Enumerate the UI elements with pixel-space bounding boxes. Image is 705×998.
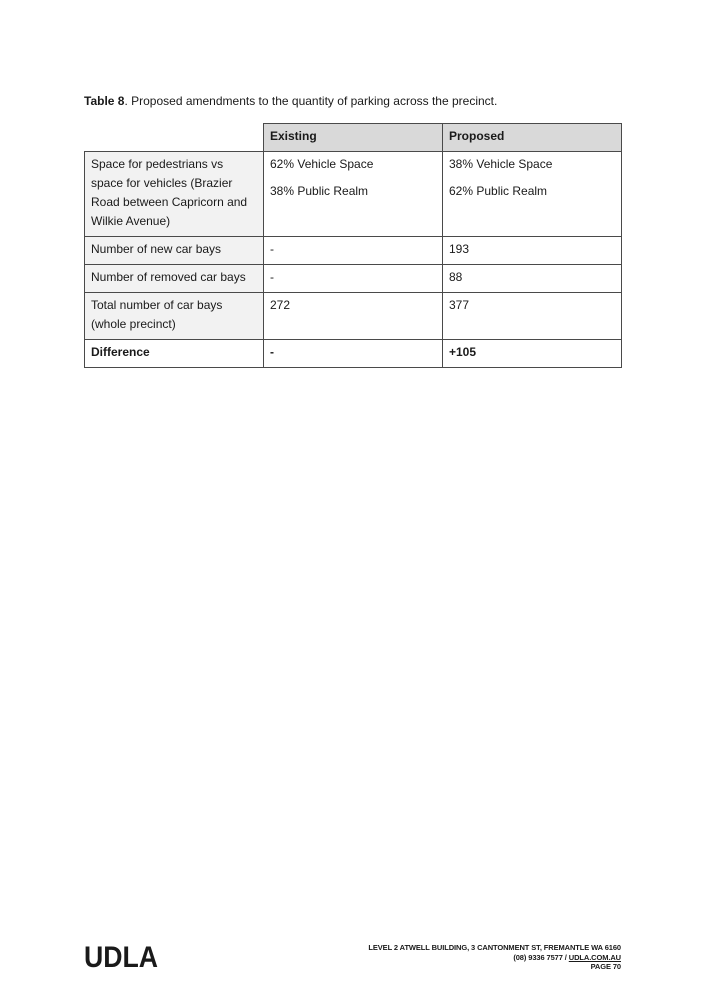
row-label: Total number of car bays (whole precinct): [85, 293, 264, 340]
proposed-cell: +105: [443, 340, 622, 368]
footer-contact: [368, 943, 621, 972]
proposed-vehicle-space: 38% Vehicle Space: [449, 157, 553, 171]
proposed-cell: [443, 152, 622, 237]
udla-logo: [84, 941, 160, 969]
footer-website-link[interactable]: UDLA.COM.AU: [568, 952, 621, 962]
existing-cell: -: [264, 265, 443, 293]
row-label: Number of new car bays: [85, 237, 264, 265]
footer-phone: (08) 9336 7577: [513, 952, 563, 962]
header-blank-cell: [85, 124, 264, 152]
proposed-cell: 377: [443, 293, 622, 340]
header-existing: Existing: [264, 124, 443, 152]
existing-vehicle-space: 62% Vehicle Space: [270, 157, 374, 171]
header-proposed: Proposed: [443, 124, 622, 152]
page-number: PAGE 70: [590, 962, 621, 971]
row-label: Difference: [85, 340, 264, 368]
existing-cell: -: [264, 340, 443, 368]
footer-contact-line: [368, 953, 621, 963]
existing-public-realm: 38% Public Realm: [270, 184, 369, 198]
existing-cell: -: [264, 237, 443, 265]
proposed-cell: 193: [443, 237, 622, 265]
table-row: [85, 293, 622, 340]
table-header-row: [85, 124, 622, 152]
caption-label: Table 8: [84, 94, 125, 108]
table-caption: [84, 93, 497, 109]
footer-address: LEVEL 2 ATWELL BUILDING, 3 CANTONMENT ST, FREMANTLE WA 6160: [368, 943, 621, 952]
proposed-public-realm: 62% Public Realm: [449, 184, 548, 198]
existing-cell: [264, 152, 443, 237]
footer-separator: /: [562, 952, 569, 962]
table-row: [85, 237, 622, 265]
table-row: [85, 265, 622, 293]
parking-table: [84, 123, 622, 368]
table-row-difference: [85, 340, 622, 368]
caption-text: . Proposed amendments to the quantity of parking across the precinct.: [124, 94, 498, 108]
row-label: Number of removed car bays: [85, 265, 264, 293]
table-row: [85, 152, 622, 237]
row-label: Space for pedestrians vs space for vehicles (Brazier Road between Capricorn and Wilkie Avenue): [85, 152, 264, 237]
proposed-cell: 88: [443, 265, 622, 293]
existing-cell: 272: [264, 293, 443, 340]
logo-wordmark: UDLA: [84, 941, 158, 969]
